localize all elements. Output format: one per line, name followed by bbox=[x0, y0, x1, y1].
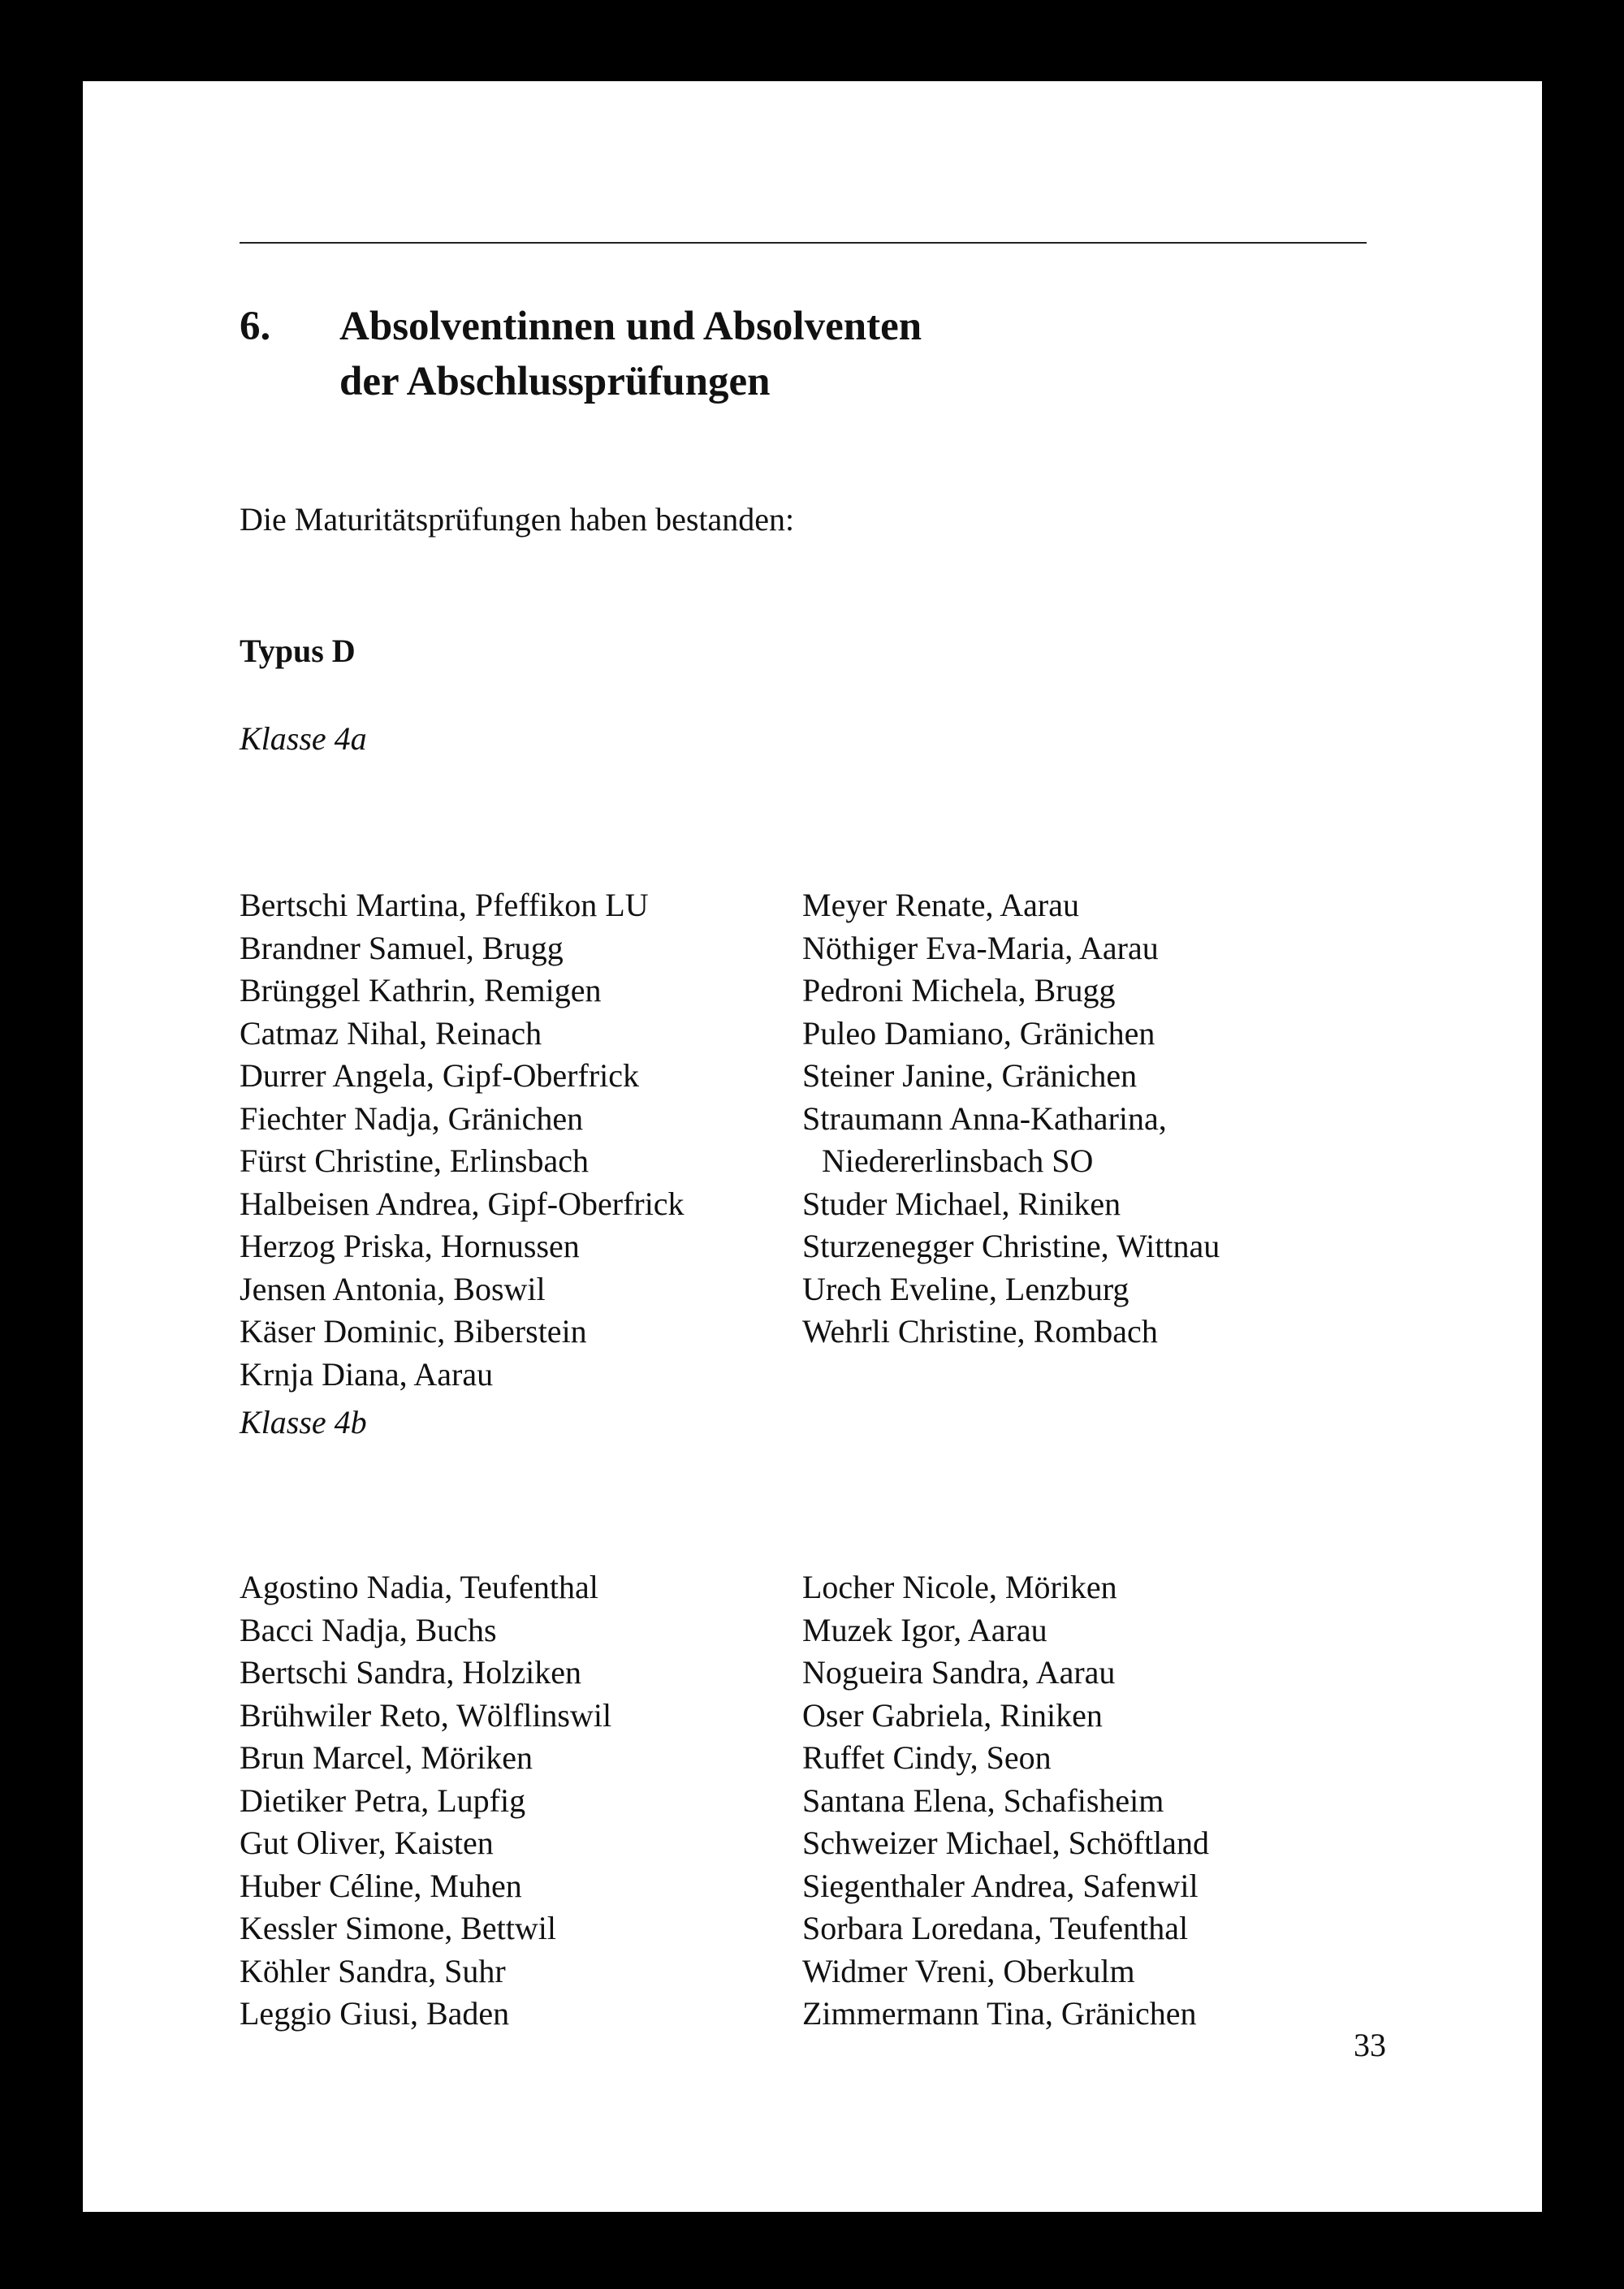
list-item: Käser Dominic, Biberstein bbox=[240, 1313, 587, 1350]
intro-text: Die Maturitätsprüfungen haben bestanden: bbox=[240, 501, 795, 538]
list-item: Durrer Angela, Gipf-Oberfrick bbox=[240, 1057, 640, 1094]
list-item: Siegenthaler Andrea, Safenwil bbox=[802, 1867, 1199, 1904]
list-item: Agostino Nadia, Teufenthal bbox=[240, 1569, 598, 1605]
document-page bbox=[83, 81, 1542, 2212]
list-item: Wehrli Christine, Rombach bbox=[802, 1313, 1158, 1350]
list-item: Sturzenegger Christine, Wittnau bbox=[802, 1228, 1220, 1264]
list-item: Nogueira Sandra, Aarau bbox=[802, 1654, 1116, 1691]
list-item: Herzog Priska, Hornussen bbox=[240, 1228, 580, 1264]
list-item: Ruffet Cindy, Seon bbox=[802, 1739, 1052, 1776]
list-item: Studer Michael, Riniken bbox=[802, 1185, 1121, 1222]
list-item: Straumann Anna-Katharina, bbox=[802, 1099, 1167, 1137]
list-item: Sorbara Loredana, Teufenthal bbox=[802, 1910, 1189, 1946]
list-item: Fürst Christine, Erlinsbach bbox=[240, 1142, 589, 1179]
list-item: Brun Marcel, Möriken bbox=[240, 1739, 533, 1776]
list-item: Locher Nicole, Möriken bbox=[802, 1569, 1117, 1605]
list-item: Kessler Simone, Bettwil bbox=[240, 1910, 556, 1946]
class-4a-list-right bbox=[802, 884, 1220, 1354]
class-4b-list-right bbox=[802, 1566, 1209, 2036]
page-number: 33 bbox=[1354, 2027, 1386, 2063]
list-item: Dietiker Petra, Lupfig bbox=[240, 1782, 526, 1819]
section-title-line-1: Absolventinnen und Absolventen bbox=[339, 304, 922, 349]
list-item: Brühwiler Reto, Wölflinswil bbox=[240, 1696, 612, 1734]
list-item: Santana Elena, Schafisheim bbox=[802, 1782, 1164, 1819]
list-item: Bacci Nadja, Buchs bbox=[240, 1611, 497, 1648]
list-item: Zimmermann Tina, Gränichen bbox=[802, 1995, 1197, 2032]
list-item: Brandner Samuel, Brugg bbox=[240, 929, 564, 966]
section-title-line-2: der Abschlussprüfungen bbox=[339, 359, 771, 404]
class-4b-label: Klasse 4b bbox=[240, 1404, 367, 1440]
list-item: Muzek Igor, Aarau bbox=[802, 1611, 1047, 1648]
list-item: Bertschi Sandra, Holziken bbox=[240, 1654, 581, 1691]
list-item-continuation: Niedererlinsbach SO bbox=[822, 1142, 1094, 1179]
list-item: Urech Eveline, Lenzburg bbox=[802, 1270, 1129, 1307]
list-item: Bertschi Martina, Pfeffikon LU bbox=[240, 887, 649, 923]
list-item: Brünggel Kathrin, Remigen bbox=[240, 972, 602, 1008]
section-number: 6. bbox=[240, 304, 271, 349]
class-4a-label: Klasse 4a bbox=[240, 720, 367, 757]
list-item: Oser Gabriela, Riniken bbox=[802, 1696, 1103, 1734]
list-item: Widmer Vreni, Oberkulm bbox=[802, 1952, 1135, 1989]
list-item: Catmaz Nihal, Reinach bbox=[240, 1014, 542, 1052]
list-item: Steiner Janine, Gränichen bbox=[802, 1057, 1138, 1094]
list-item: Leggio Giusi, Baden bbox=[240, 1995, 510, 2032]
list-item: Meyer Renate, Aarau bbox=[802, 887, 1079, 923]
list-item: Fiechter Nadja, Gränichen bbox=[240, 1099, 584, 1137]
type-heading: Typus D bbox=[240, 633, 356, 669]
list-item: Puleo Damiano, Gränichen bbox=[802, 1014, 1155, 1052]
list-item: Schweizer Michael, Schöftland bbox=[802, 1825, 1209, 1861]
list-item: Halbeisen Andrea, Gipf-Oberfrick bbox=[240, 1185, 685, 1222]
class-4b-list-left bbox=[240, 1566, 611, 2036]
top-rule bbox=[240, 242, 1367, 244]
list-item: Gut Oliver, Kaisten bbox=[240, 1825, 494, 1861]
list-item: Pedroni Michela, Brugg bbox=[802, 972, 1116, 1008]
list-item: Huber Céline, Muhen bbox=[240, 1867, 522, 1904]
section-title bbox=[339, 299, 922, 409]
list-item: Nöthiger Eva-Maria, Aarau bbox=[802, 929, 1159, 966]
list-item: Jensen Antonia, Boswil bbox=[240, 1270, 546, 1307]
list-item: Köhler Sandra, Suhr bbox=[240, 1952, 506, 1989]
class-4a-list-left bbox=[240, 884, 685, 1396]
list-item: Krnja Diana, Aarau bbox=[240, 1355, 494, 1393]
